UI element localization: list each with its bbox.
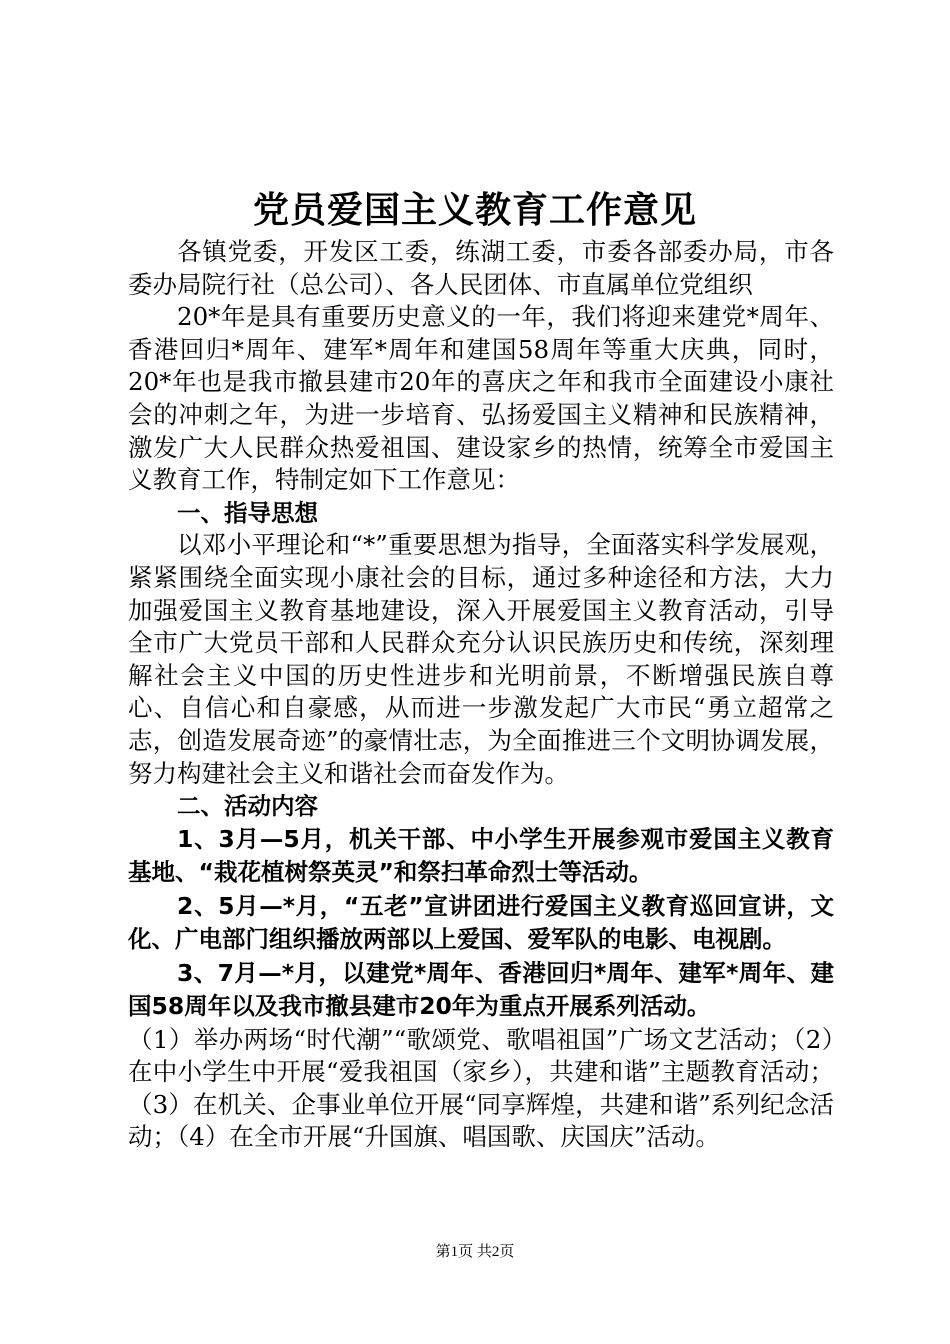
- document-body: [128, 236, 834, 1154]
- activity-item-3: 3、7月—*月，以建党*周年、香港回归*周年、建军*周年、建国58周年以及我市撤县建市20年为重点开展系列活动。: [128, 958, 834, 1021]
- activity-item-2: 2、5月—*月，“五老”宣讲团进行爱国主义教育巡回宣讲，文化、广电部门组织播放两部以上爱国、爱军队的电影、电视剧。: [128, 891, 834, 954]
- activity-item-1: 1、3月—5月，机关干部、中小学生开展参观市爱国主义教育基地、“栽花植树祭英灵”和祭扫革命烈士等活动。: [128, 824, 834, 887]
- guiding-paragraph: 以邓小平理论和“*”重要思想为指导，全面落实科学发展观，紧紧围绕全面实现小康社会的目标，通过多种途径和方法，大力加强爱国主义教育基地建设，深入开展爱国主义教育活动，引导全市广大党员干部和人民群众充分认识民族历史和传统，深刻理解社会主义中国的历史性进步和光明前景，不断增强民族自尊心、自信心和自豪感，从而进一步激发起广大市民“勇立超常之志，创造发展奇迹”的豪情壮志，为全面推进三个文明协调发展，努力构建社会主义和谐社会而奋发作为。: [128, 530, 834, 788]
- document-title: 党员爱国主义教育工作意见: [252, 189, 697, 231]
- intro-paragraph: 20*年是具有重要历史意义的一年，我们将迎来建党*周年、香港回归*周年、建军*周年和建国58周年等重大庆典，同时，20*年也是我市撤县建市20年的喜庆之年和我市全面建设小康社会的冲刺之年，为进一步培育、弘扬爱国主义精神和民族精神，激发广大人民群众热爱祖国、建设家乡的热情，统筹全市爱国主义教育工作，特制定如下工作意见：: [128, 302, 834, 495]
- section-heading-activities: 二、活动内容: [177, 792, 318, 821]
- activity-item-3-detail: （1）举办两场“时代潮”“歌颂党、歌唱祖国”广场文艺活动；（2）在中小学生中开展“爱我祖国（家乡），共建和谐”主题教育活动；（3）在机关、企事业单位开展“同享辉煌，共建和谐”系列纪念活动；（4）在全市开展“升国旗、唱国歌、庆国庆”活动。: [128, 1024, 834, 1152]
- page-number-footer: 第1页 共2页: [435, 1244, 515, 1260]
- addressee-paragraph: 各镇党委，开发区工委，练湖工委，市委各部委办局，市各委办局院行社（总公司）、各人民团体、市直属单位党组织: [128, 237, 834, 299]
- section-heading-guiding: 一、指导思想: [177, 498, 318, 527]
